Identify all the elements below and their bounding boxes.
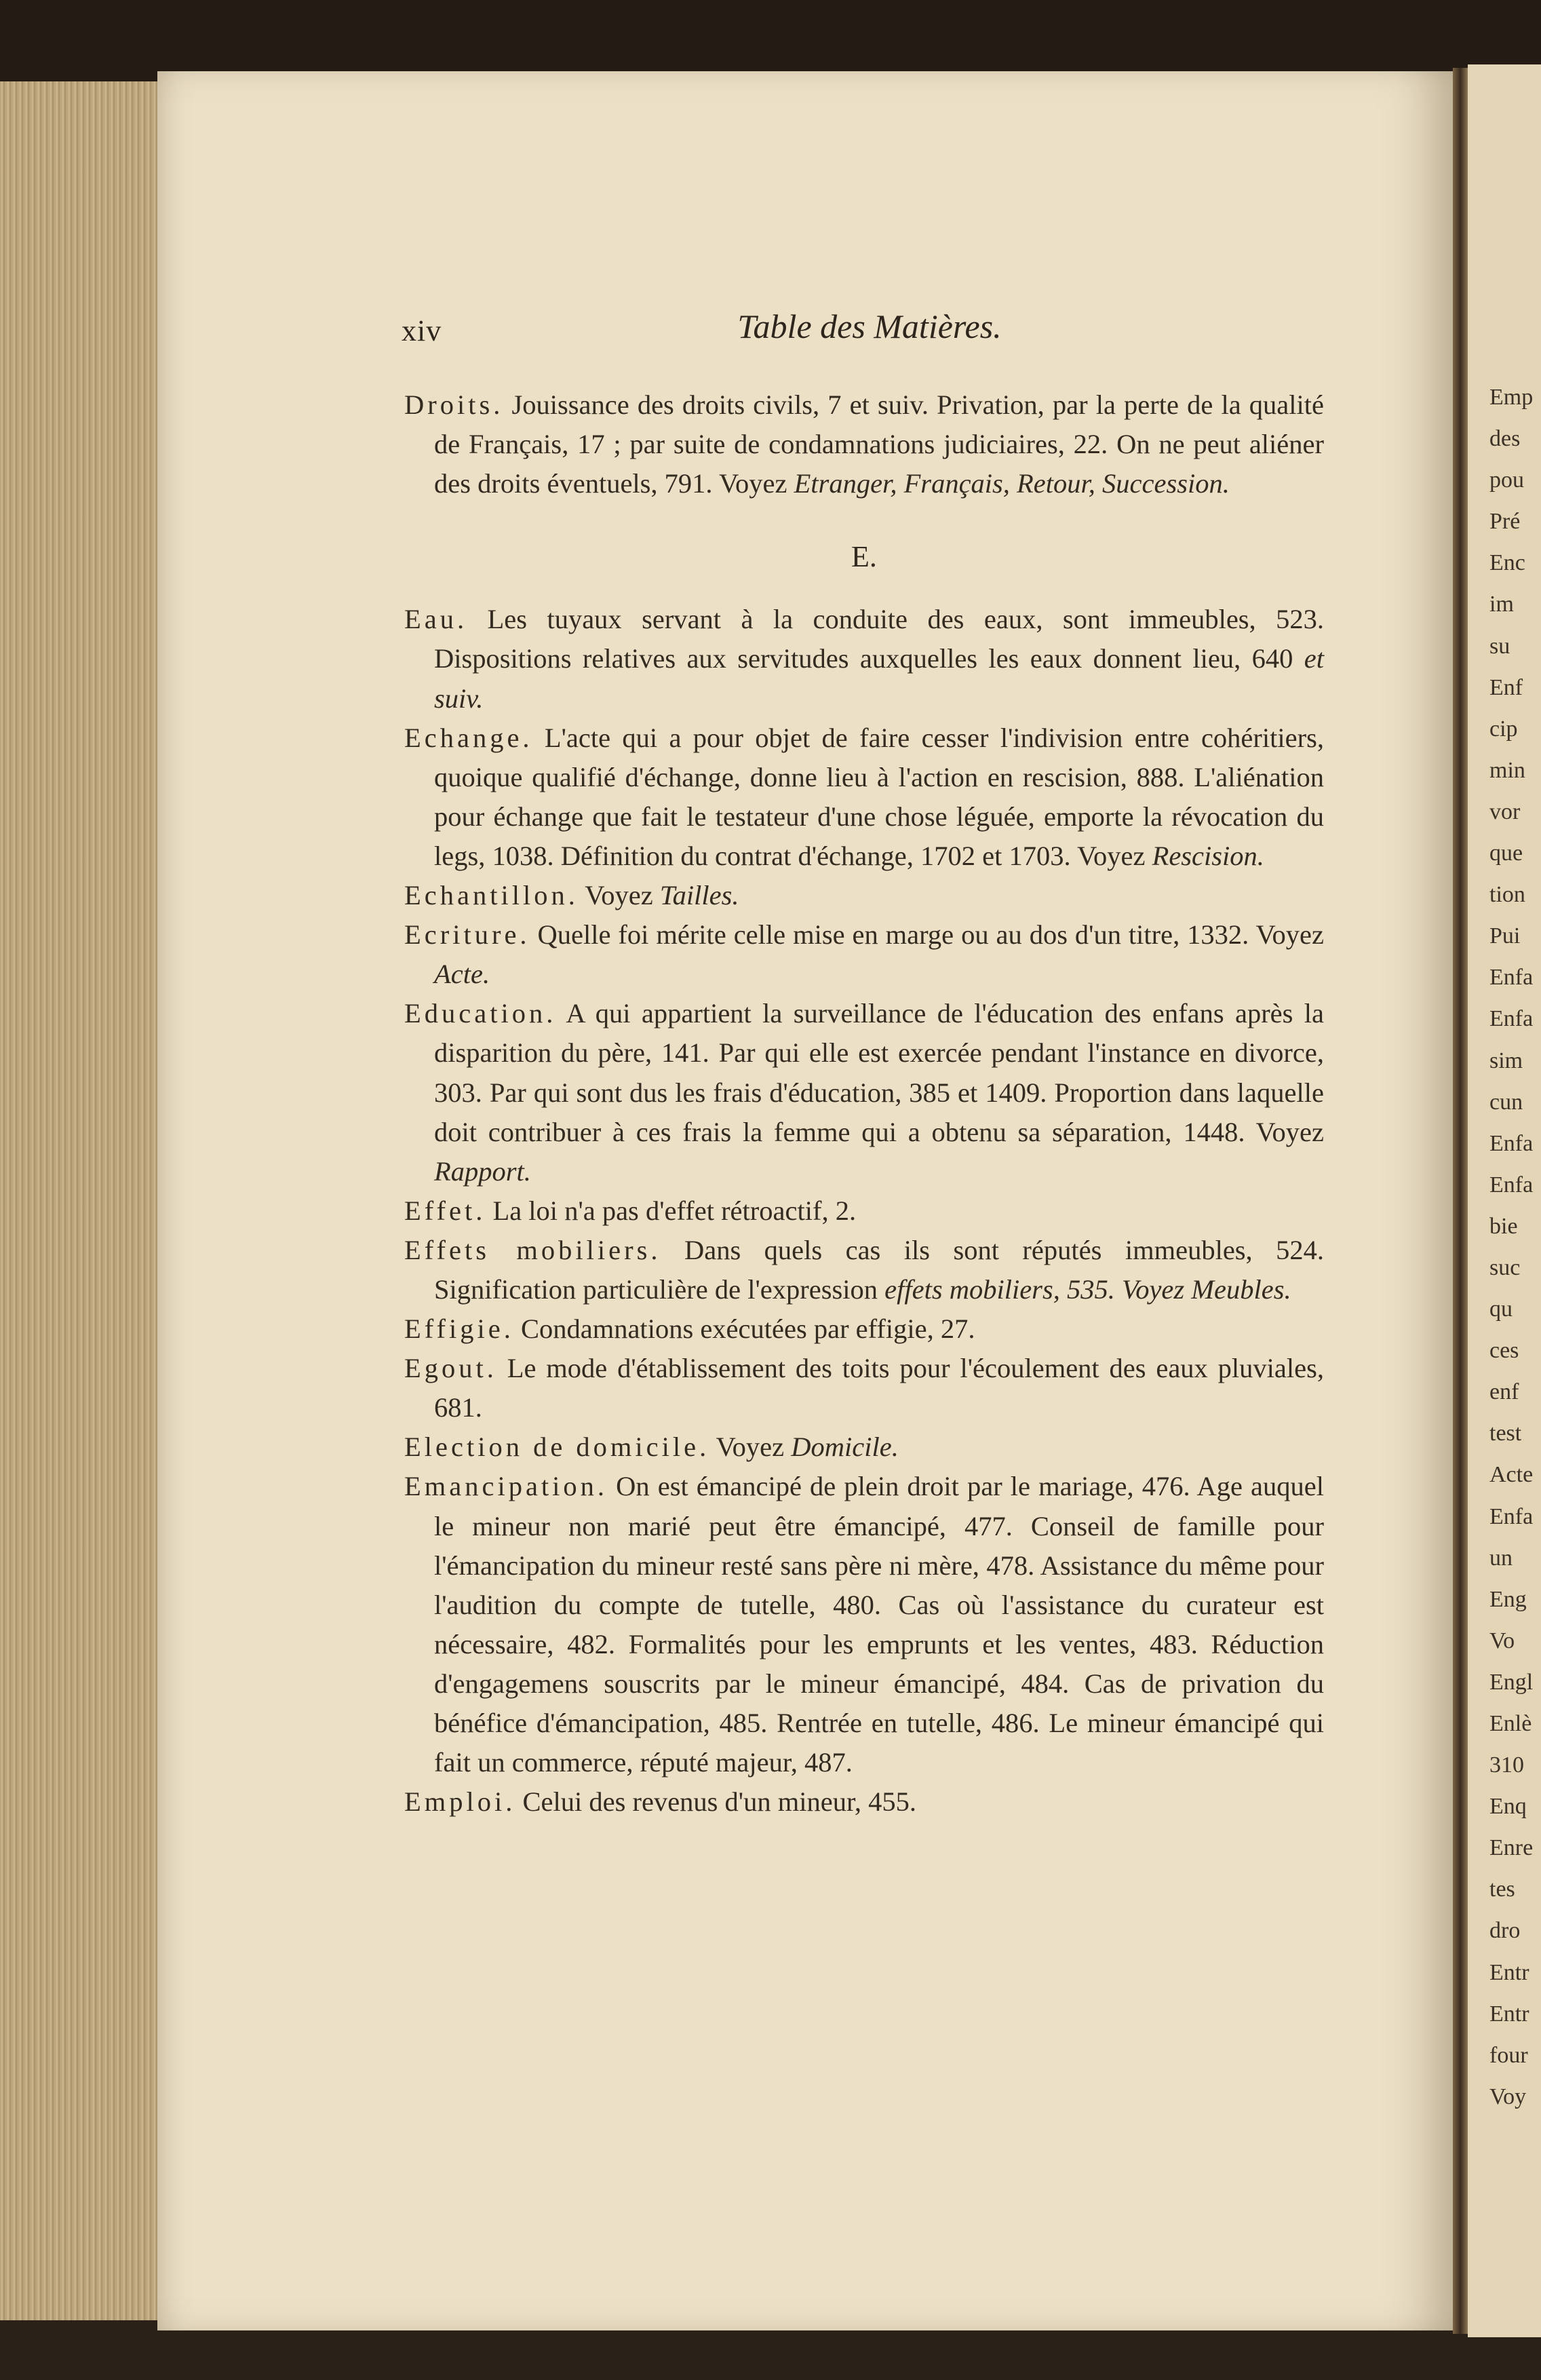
facing-page-fragment: Enre xyxy=(1489,1835,1534,1861)
facing-page-fragment: cun xyxy=(1489,1089,1523,1115)
entry-cross-reference: Etranger, Français, Retour, Succession. xyxy=(787,468,1230,499)
facing-page-fragment: Enf xyxy=(1489,674,1523,700)
facing-page-fragment: cip xyxy=(1489,716,1518,742)
facing-page-fragment: tes xyxy=(1489,1877,1515,1902)
running-title: Table des Matières. xyxy=(737,307,1002,345)
facing-page-fragment: dro xyxy=(1489,1918,1521,1944)
facing-page-fragment: suc xyxy=(1489,1254,1521,1280)
entry-headword: Effet. xyxy=(404,1195,486,1226)
index-entry xyxy=(404,1191,1324,1231)
facing-page-fragment: test xyxy=(1489,1421,1522,1446)
facing-page-fragment: Voy xyxy=(1489,2084,1527,2109)
facing-page-fragment: Enq xyxy=(1489,1794,1527,1820)
facing-page-fragment: Enc xyxy=(1489,550,1525,576)
facing-page-text xyxy=(1489,377,1541,2117)
entry-headword: Egout. xyxy=(404,1353,497,1384)
facing-page-fragment: qu xyxy=(1489,1297,1513,1322)
facing-page-fragment: im xyxy=(1489,592,1514,617)
entry-cross-reference: Domicile. xyxy=(784,1432,899,1463)
entry-text: Condamnations exécutées par effigie, 27. xyxy=(513,1313,975,1345)
entry-cross-reference: et suiv. xyxy=(434,643,1324,714)
entry-text: Les tuyaux servant à la conduite des eaux, sont immeubles, 523. Dispositions relatives aux servitudes auxquelles les eaux donnent lieu, 640 xyxy=(434,604,1324,674)
section-letter: E. xyxy=(851,540,877,574)
entry-text: Jouissance des droits civils, 7 et suiv. Privation, par la perte de la qualité de Français, 17 ; par suite de condamnations judiciaires, 22. On ne peut aliéner des droits éventuels, 791. Voyez xyxy=(434,389,1324,499)
entry-headword: Ecriture. xyxy=(404,919,530,951)
facing-page-fragment: Pré xyxy=(1489,509,1521,535)
index-entry xyxy=(404,1782,1324,1822)
entry-headword: Education. xyxy=(404,998,557,1029)
facing-page-fragment: enf xyxy=(1489,1379,1519,1405)
index-entry xyxy=(404,718,1324,876)
index-entry xyxy=(404,1467,1324,1782)
entries-section-d xyxy=(404,385,1324,503)
entry-headword: Droits. xyxy=(404,389,504,420)
facing-page-fragment: Acte xyxy=(1489,1462,1534,1488)
facing-page-fragment: ces xyxy=(1489,1338,1519,1364)
page-stack-edge xyxy=(0,81,159,2320)
index-entry xyxy=(404,876,1324,915)
entries-section-e xyxy=(404,600,1324,1822)
facing-page-fragment: Eng xyxy=(1489,1586,1527,1612)
index-entry xyxy=(404,1309,1324,1349)
index-entry xyxy=(404,915,1324,994)
entry-text: A qui appartient la surveillance de l'éducation des enfans après la disparition du père, 141. Par qui elle est exercée pendant l'instance en divorce, 303. Par qui sont dus les frais d'éducation, 385 et 1409. Proportion dans laquelle doit contribuer à ces frais la femme qui a obtenu sa séparation, 1448. Voyez xyxy=(434,998,1324,1147)
entry-headword: Eau. xyxy=(404,604,468,635)
facing-page-fragment: four xyxy=(1489,2042,1528,2068)
facing-page-fragment: Enfa xyxy=(1489,1172,1534,1197)
page-header xyxy=(402,307,1338,354)
entry-text: Celui des revenus d'un mineur, 455. xyxy=(515,1786,916,1818)
facing-page-fragment: su xyxy=(1489,633,1510,659)
facing-page-fragment: Enfa xyxy=(1489,965,1534,991)
entry-text: Dans quels cas ils sont réputés immeubles, 524. Signification particulière de l'expression xyxy=(434,1234,1325,1305)
facing-page-fragment: tion xyxy=(1489,882,1525,908)
facing-page-fragment: Enfa xyxy=(1489,1503,1534,1529)
entry-text: Voyez xyxy=(578,880,653,911)
entry-cross-reference: effets mobiliers, 535. Voyez Meubles. xyxy=(877,1273,1291,1305)
facing-page-fragment: que xyxy=(1489,841,1523,866)
entry-headword: Emancipation. xyxy=(404,1471,608,1502)
entry-cross-reference: Rapport. xyxy=(434,1155,531,1187)
facing-page-fragment: Entr xyxy=(1489,2001,1529,2027)
facing-page-fragment: sim xyxy=(1489,1048,1523,1073)
index-entry xyxy=(404,1427,1324,1467)
facing-page-fragment: Engl xyxy=(1489,1669,1534,1695)
index-text xyxy=(404,385,1324,1822)
entry-cross-reference: Acte. xyxy=(434,959,490,990)
facing-page-fragment: pou xyxy=(1489,467,1524,493)
entry-headword: Effigie. xyxy=(404,1313,514,1345)
index-entry xyxy=(404,600,1324,718)
facing-page-fragment: Pui xyxy=(1489,923,1521,949)
index-entry xyxy=(404,1231,1324,1309)
facing-page-fragment: des xyxy=(1489,426,1521,452)
entry-text: Le mode d'établissement des toits pour l'écoulement des eaux pluviales, 681. xyxy=(434,1353,1324,1423)
entry-headword: Echantillon. xyxy=(404,880,579,911)
entry-headword: Echange. xyxy=(404,722,533,753)
facing-page-fragment: Entr xyxy=(1489,1959,1529,1985)
facing-page-fragment: un xyxy=(1489,1545,1513,1571)
entry-headword: Emploi. xyxy=(404,1786,516,1818)
entry-text: La loi n'a pas d'effet rétroactif, 2. xyxy=(486,1195,857,1226)
page-number: xiv xyxy=(402,314,442,347)
facing-page-fragment: Enlè xyxy=(1489,1711,1532,1736)
book-gutter xyxy=(1453,68,1468,2334)
facing-page-fragment: Emp xyxy=(1489,385,1534,410)
entry-text: Voyez xyxy=(709,1432,785,1463)
index-entry xyxy=(404,1349,1324,1427)
index-entry xyxy=(404,385,1324,503)
entry-text: On est émancipé de plein droit par le mariage, 476. Age auquel le mineur non marié peut être émancipé, 477. Conseil de famille pour l'émancipation du mineur resté sans père ni mère, 478. Assistance du même pour l'audition du compte de tutelle, 480. Cas où l'assistance du curateur est nécessaire, 482. Formalités pour les emprunts et les ventes, 483. Réduction d'engagemens souscrits par le mineur émancipé, 484. Cas de privation du bénéfice d'émancipation, 485. Rentrée en tutelle, 486. Le mineur émancipé qui fait un commerce, réputé majeur, 487. xyxy=(434,1471,1324,1778)
entry-cross-reference: Rescision. xyxy=(1145,840,1264,871)
entry-text: Quelle foi mérite celle mise en marge ou au dos d'un titre, 1332. Voyez xyxy=(530,919,1324,951)
entry-text: L'acte qui a pour objet de faire cesser l'indivision entre cohéritiers, quoique qualifié d'échange, donne lieu à l'action en rescision, 888. L'aliénation pour échange que fait le testateur d'une chose léguée, emporte la révocation du legs, 1038. Définition du contrat d'échange, 1702 et 1703. Voyez xyxy=(434,722,1324,871)
facing-page-fragment: min xyxy=(1489,757,1525,783)
index-entry xyxy=(404,994,1324,1191)
facing-page-fragment: vor xyxy=(1489,799,1521,824)
facing-page-fragment: bie xyxy=(1489,1213,1518,1239)
facing-page-fragment: Enfa xyxy=(1489,1006,1534,1032)
entry-headword: Election de domicile. xyxy=(404,1432,710,1463)
facing-page-fragment: 310 xyxy=(1489,1752,1524,1778)
entry-headword: Effets mobiliers. xyxy=(404,1234,661,1265)
entry-cross-reference: Tailles. xyxy=(652,880,739,911)
facing-page-fragment: Enfa xyxy=(1489,1130,1534,1156)
facing-page-fragment: Vo xyxy=(1489,1628,1515,1653)
